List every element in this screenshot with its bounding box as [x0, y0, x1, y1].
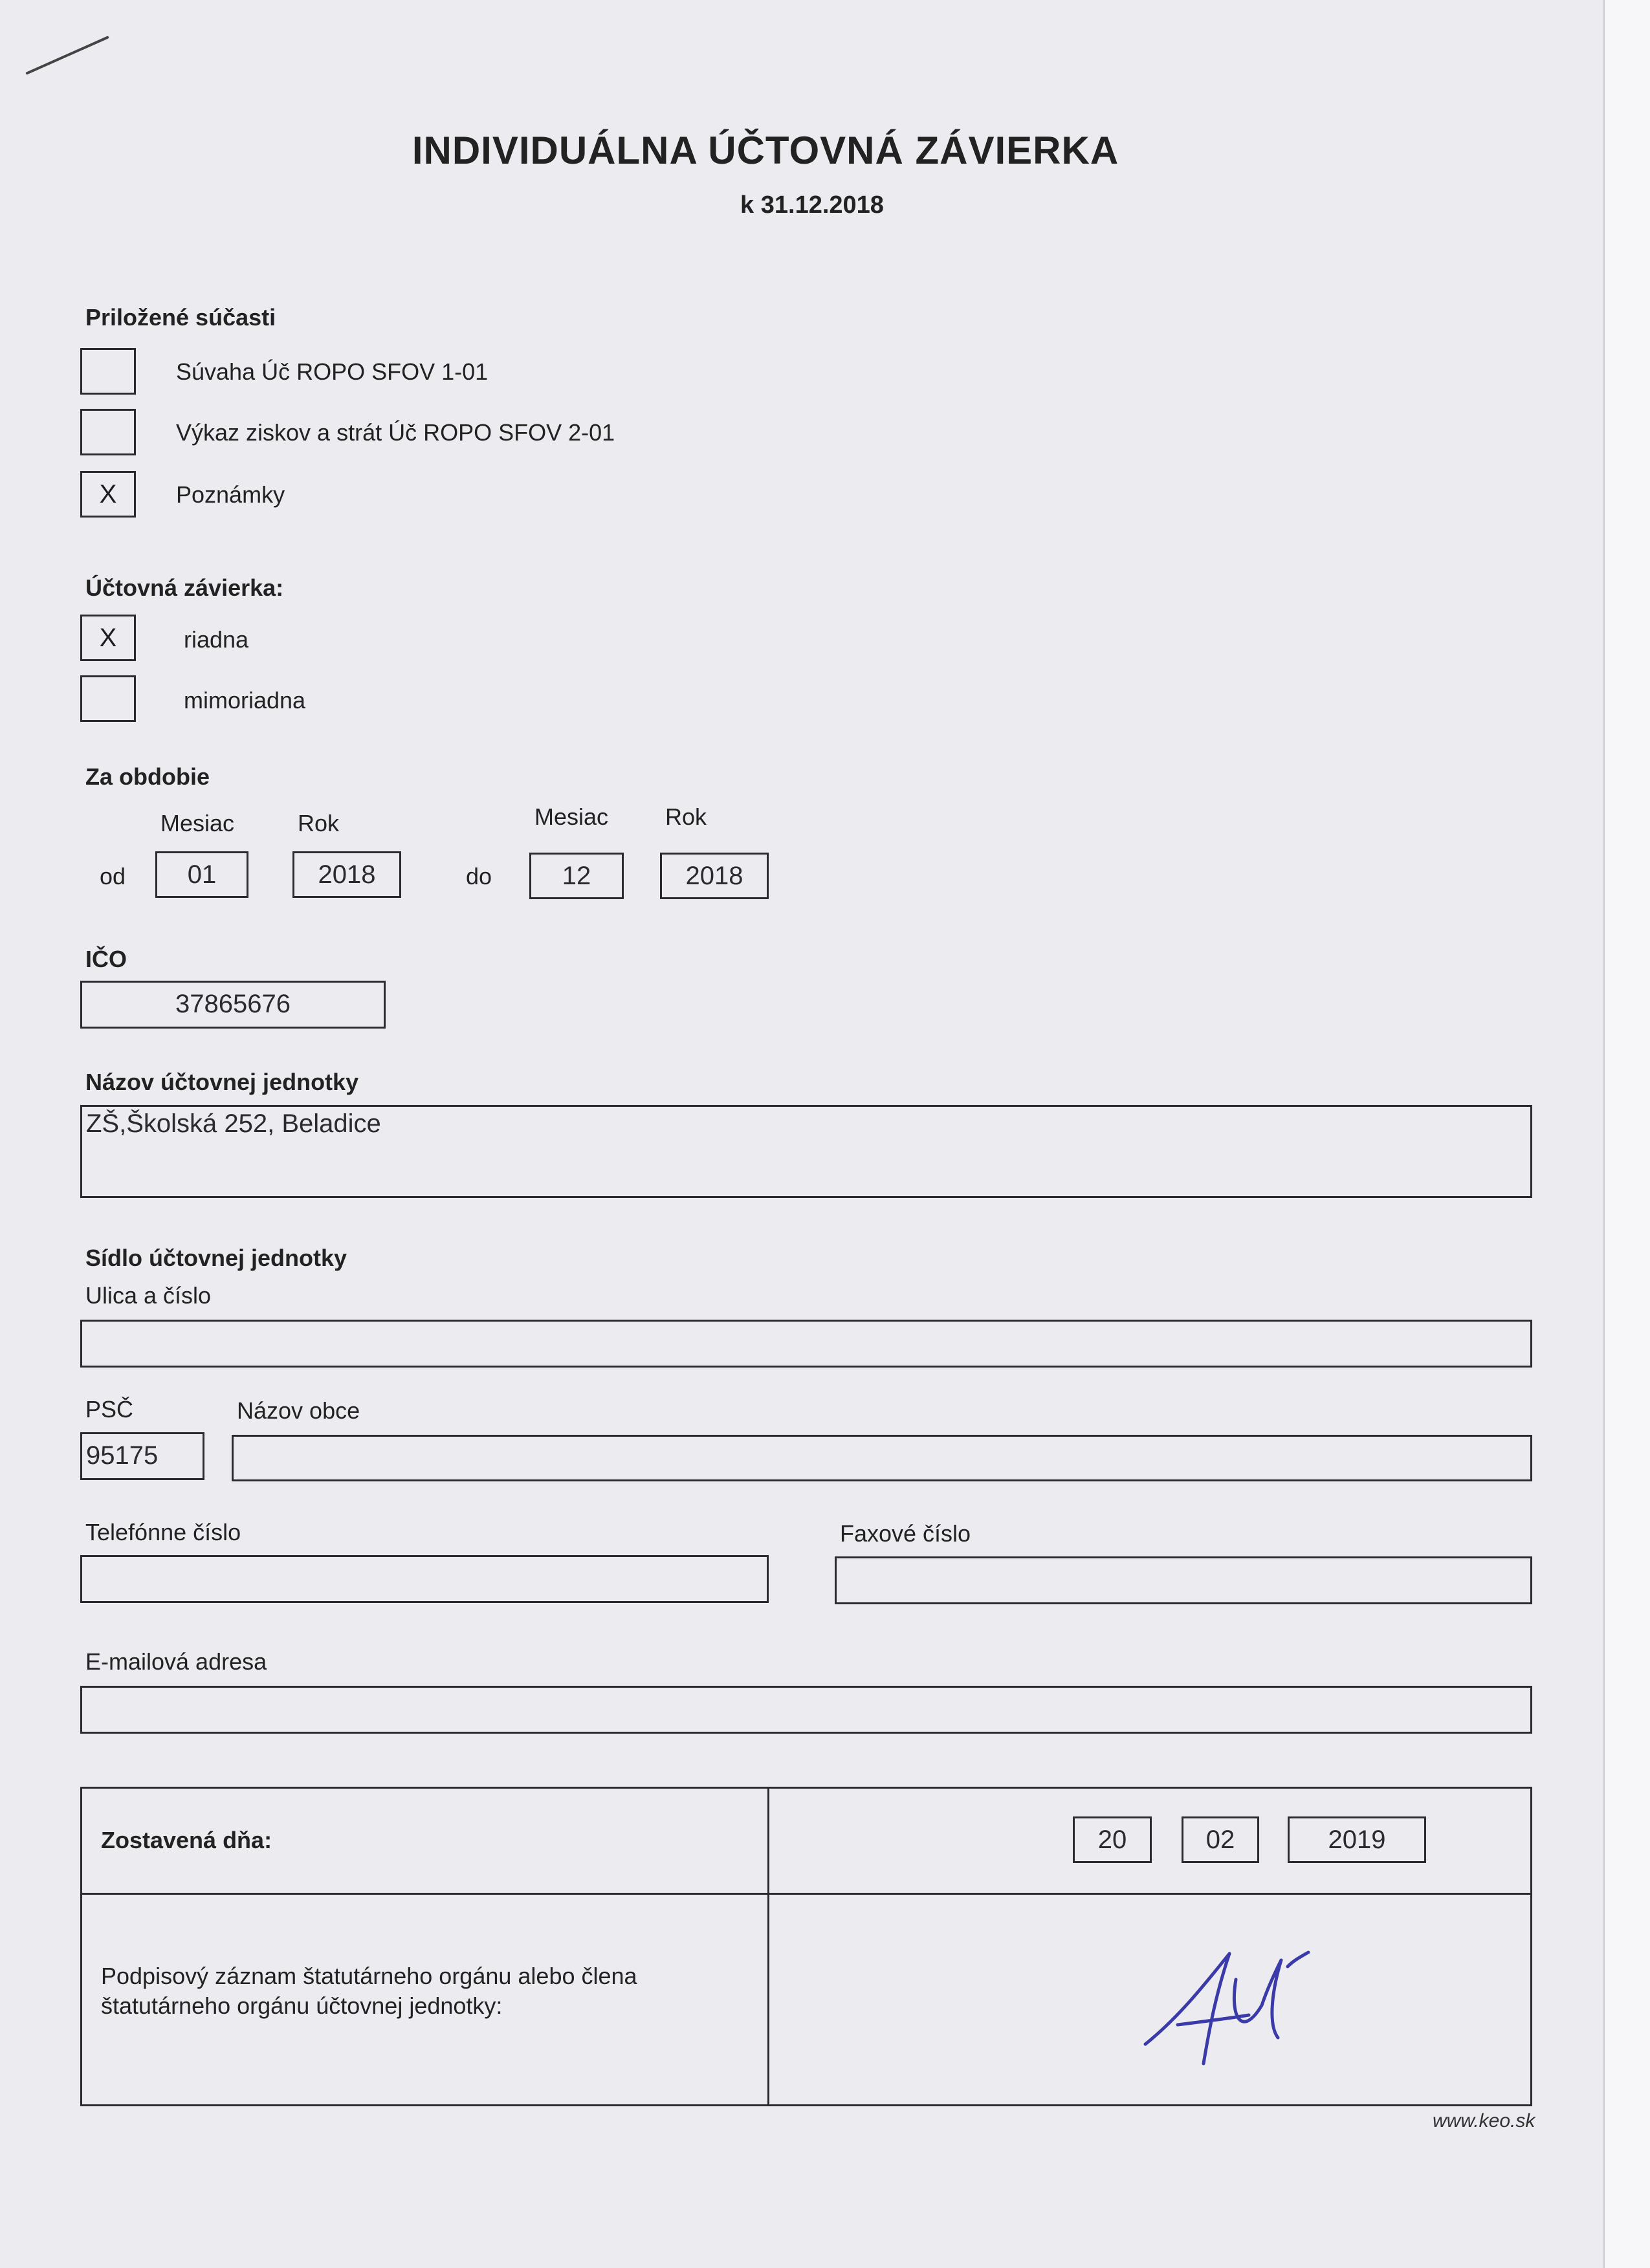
compiled-label: Zostavená dňa: [101, 1827, 272, 1853]
checkbox-vykaz-label: Výkaz ziskov a strát Úč ROPO SFOV 2-01 [176, 419, 615, 446]
fax-label: Faxové číslo [840, 1520, 971, 1547]
attachments-heading: Priložené súčasti [85, 304, 276, 331]
ico-label: IČO [85, 946, 127, 972]
checkbox-riadna-label: riadna [184, 626, 249, 653]
checkbox-poznamky-label: Poznámky [176, 481, 285, 508]
checkbox-suvaha[interactable] [80, 348, 136, 395]
compiled-year-field[interactable]: 2019 [1288, 1816, 1426, 1863]
form-title: INDIVIDUÁLNA ÚČTOVNÁ ZÁVIERKA [412, 129, 1119, 172]
city-field[interactable] [232, 1435, 1532, 1481]
zip-label: PSČ [85, 1396, 134, 1423]
entity-name-field[interactable]: ZŠ,Školská 252, Beladice [80, 1105, 1532, 1198]
signature-label-line1: Podpisový záznam štatutárneho orgánu alebo člena [101, 1963, 637, 1989]
signature-table-divider [767, 1787, 769, 2106]
checkbox-suvaha-label: Súvaha Úč ROPO SFOV 1-01 [176, 358, 489, 385]
checkbox-poznamky[interactable]: X [80, 471, 136, 518]
email-label: E-mailová adresa [85, 1648, 267, 1675]
checkbox-riadna[interactable]: X [80, 615, 136, 661]
pen-mark [25, 36, 109, 75]
signature-table-row-divider [80, 1893, 1532, 1895]
compiled-month-field[interactable]: 02 [1182, 1816, 1259, 1863]
period-to-year-label: Rok [665, 803, 707, 830]
zip-field[interactable]: 95175 [80, 1432, 204, 1480]
period-from-label: od [100, 863, 126, 889]
period-to-label: do [466, 863, 492, 889]
signature-label-line2: štatutárneho orgánu účtovnej jednotky: [101, 1992, 503, 2019]
period-from-month-label: Mesiac [160, 810, 235, 836]
checkbox-vykaz[interactable] [80, 409, 136, 455]
ico-field[interactable]: 37865676 [80, 981, 386, 1029]
footer-website: www.keo.sk [1433, 2110, 1535, 2132]
period-heading: Za obdobie [85, 763, 210, 790]
checkbox-mimoriadna-label: mimoriadna [184, 687, 306, 714]
street-label: Ulica a číslo [85, 1282, 212, 1309]
period-to-year-field[interactable]: 2018 [660, 853, 769, 899]
period-from-month-field[interactable]: 01 [155, 851, 248, 898]
statement-type-heading: Účtovná závierka: [85, 574, 284, 601]
period-from-year-field[interactable]: 2018 [292, 851, 401, 898]
period-to-month-label: Mesiac [534, 803, 609, 830]
entity-name-label: Názov účtovnej jednotky [85, 1069, 359, 1095]
checkbox-mimoriadna[interactable] [80, 675, 136, 722]
street-field[interactable] [80, 1320, 1532, 1368]
handwritten-signature [1139, 1941, 1320, 2070]
phone-field[interactable] [80, 1555, 769, 1603]
period-from-year-label: Rok [298, 810, 340, 836]
period-to-month-field[interactable]: 12 [529, 853, 624, 899]
compiled-day-field[interactable]: 20 [1073, 1816, 1152, 1863]
page-edge [1603, 0, 1650, 2268]
phone-label: Telefónne číslo [85, 1519, 241, 1545]
address-heading: Sídlo účtovnej jednotky [85, 1245, 347, 1271]
form-date-line: k 31.12.2018 [740, 191, 884, 219]
city-label: Názov obce [237, 1397, 360, 1424]
fax-field[interactable] [835, 1556, 1532, 1604]
email-field[interactable] [80, 1686, 1532, 1734]
